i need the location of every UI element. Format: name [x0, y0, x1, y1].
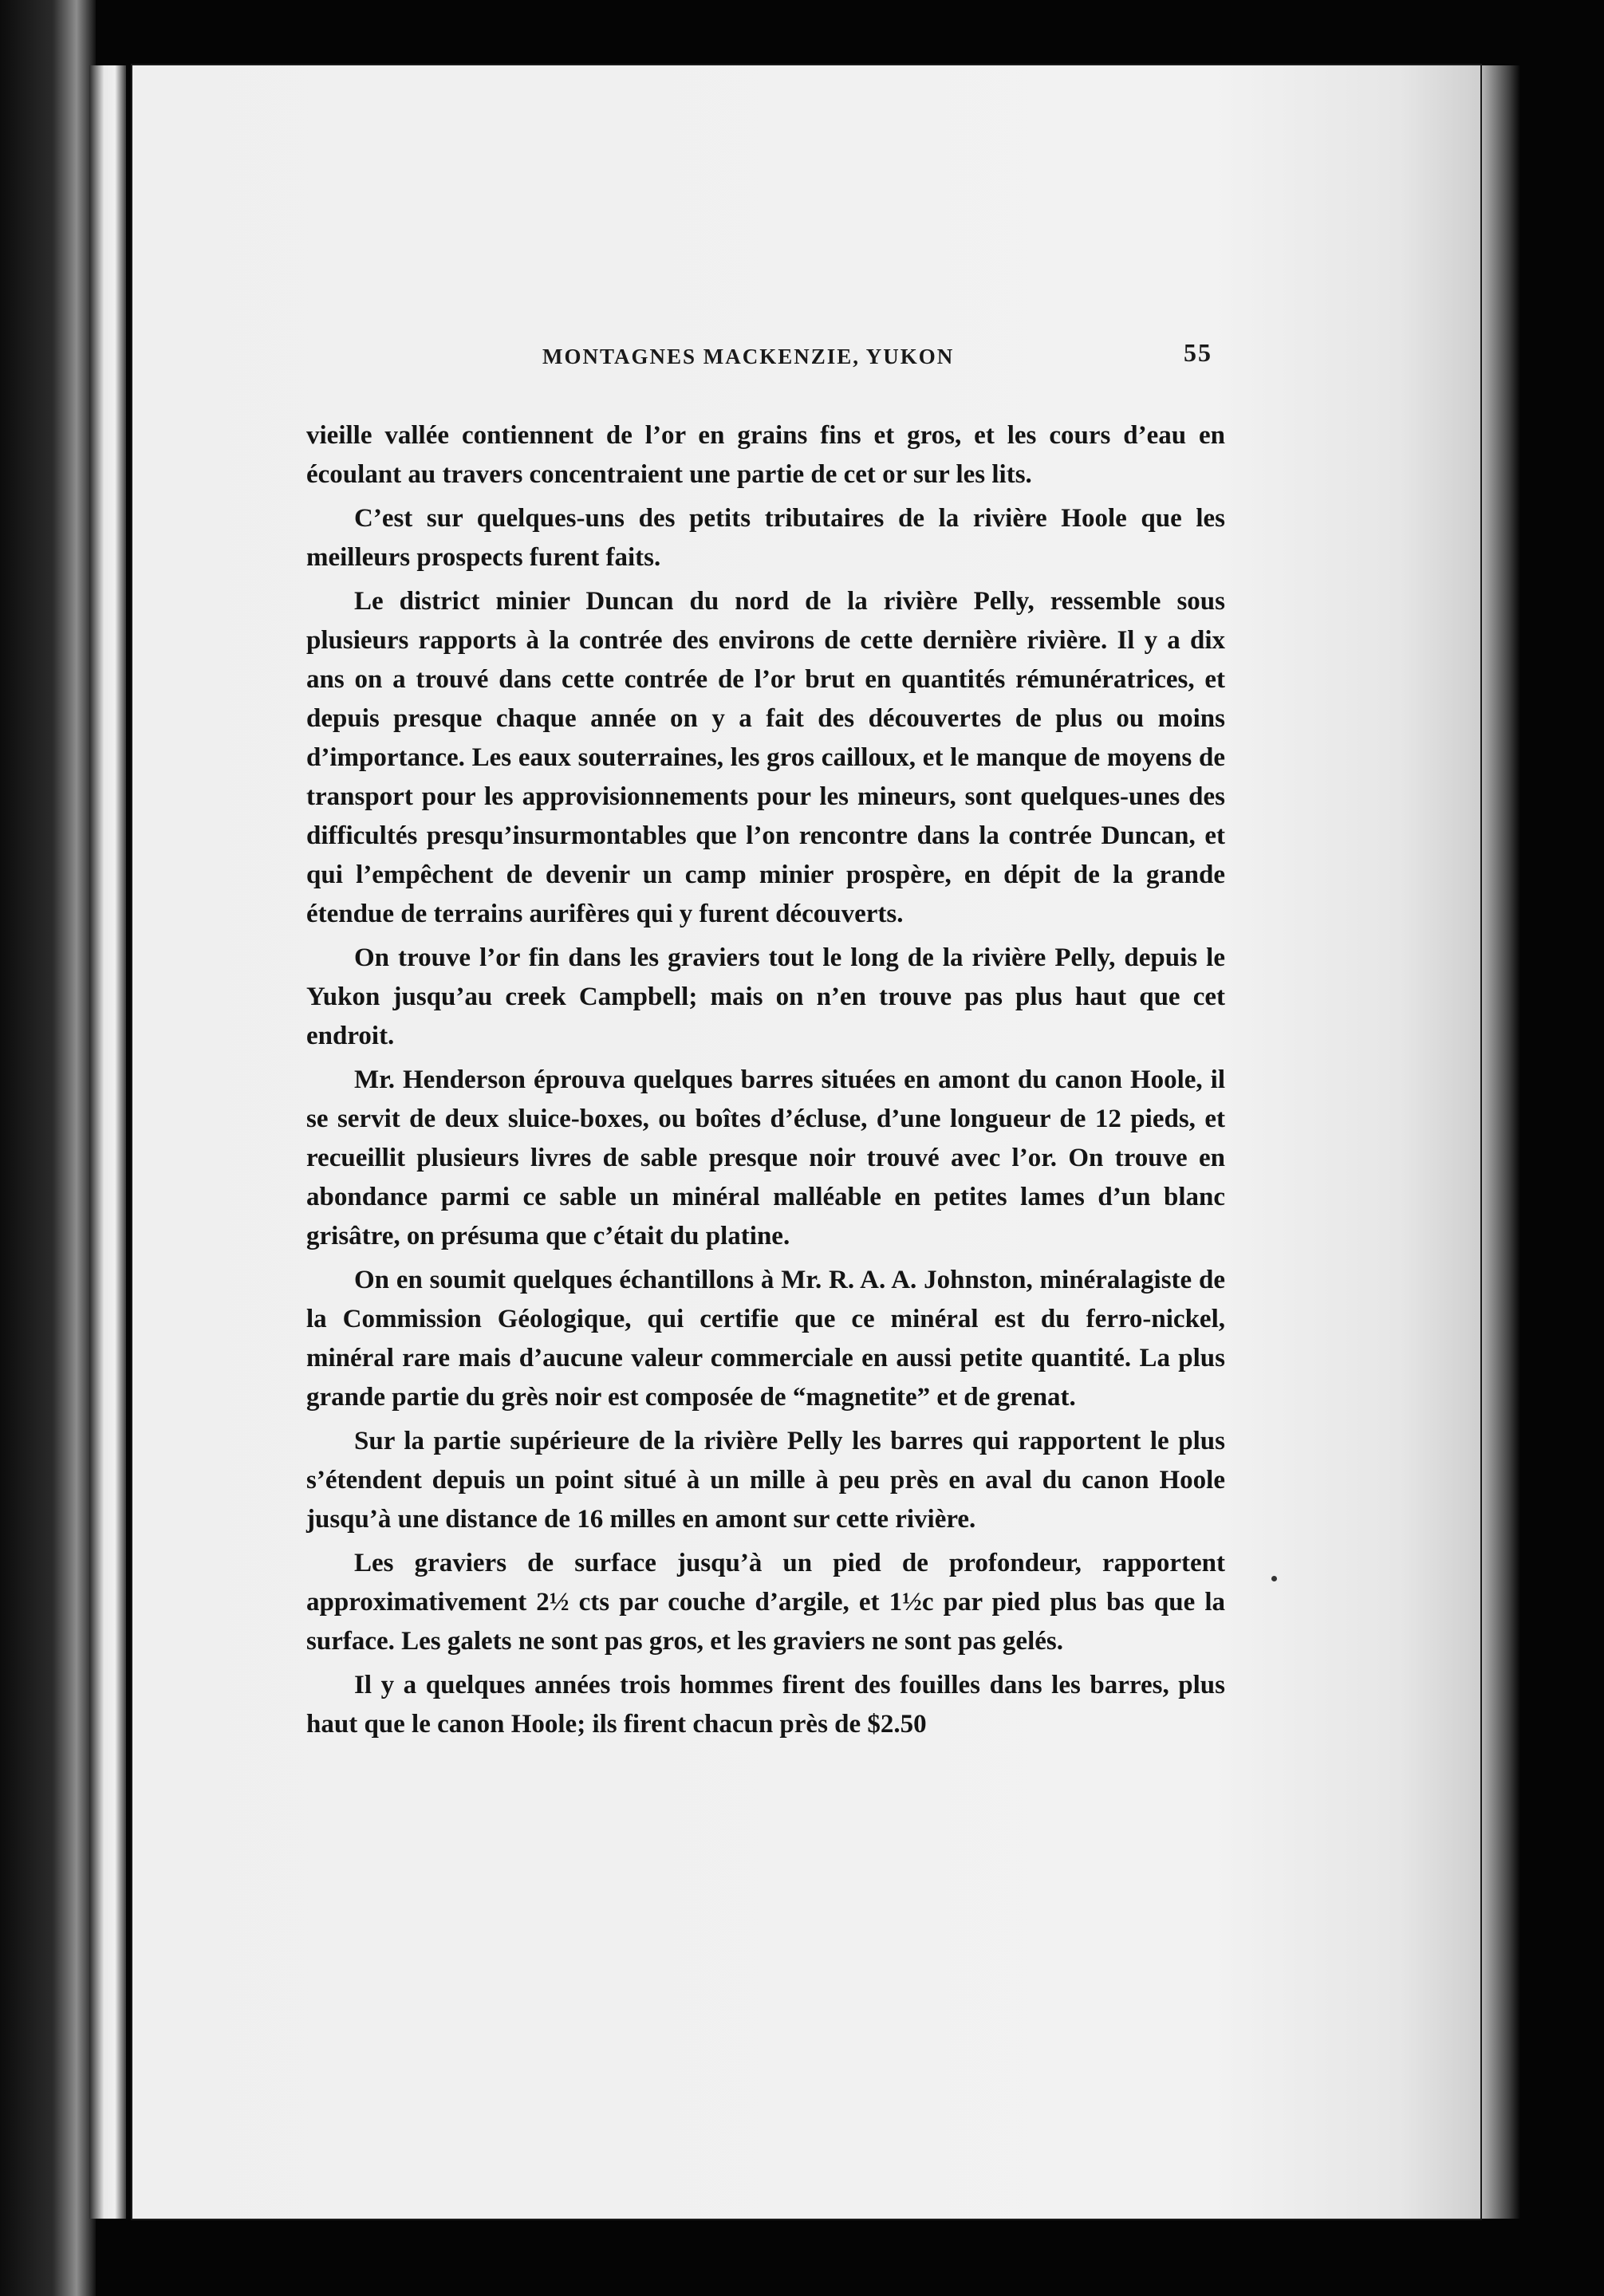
body-text — [306, 416, 1225, 1749]
scan-speck — [1271, 1576, 1277, 1581]
running-title: MONTAGNES MACKENZIE, YUKON — [542, 345, 955, 368]
page-number: 55 — [1184, 338, 1212, 367]
paragraph: Les graviers de surface jusqu’à un pied de profondeur, rapportent approximativement 2½ cts par couche d’argile, et 1½c par pied plus bas que la surface. Les galets ne sont pas gros, et les graviers ne sont pas gelés. — [306, 1549, 1225, 1656]
paragraph: On trouve l’or fin dans les graviers tout le long de la rivière Pelly, depuis le Yukon jusqu’au creek Campbell; mais on n’en trouve pas plus haut que cet endroit. — [306, 943, 1225, 1050]
paragraph: Il y a quelques années trois hommes firent des fouilles dans les barres, plus haut que le canon Hoole; ils firent chacun près de $2.50 — [306, 1671, 1225, 1739]
scan-background-left — [0, 0, 96, 2296]
paragraph: Mr. Henderson éprouva quelques barres situées en amont du canon Hoole, il se servit de deux sluice-boxes, ou boîtes d’écluse, d’une longueur de 12 pieds, et recueillit plusieurs livres de sable presque noir trouvé avec l’or. On trouve en abondance parmi ce sable un minéral malléable en petites lames d’un blanc grisâtre, on présuma que c’était du platine. — [306, 1065, 1225, 1250]
paragraph: Sur la partie supérieure de la rivière Pelly les barres qui rapportent le plus s’étendent depuis un point situé à un mille à peu près en aval du canon Hoole jusqu’à une distance de 16 milles en amont sur cette rivière. — [306, 1427, 1225, 1534]
paragraph: C’est sur quelques-uns des petits tributaires de la rivière Hoole que les meilleurs prospects furent faits. — [306, 504, 1225, 572]
facing-page-edge — [89, 65, 126, 2219]
paragraph: Le district minier Duncan du nord de la rivière Pelly, ressemble sous plusieurs rapports à la contrée des environs de cette dernière rivière. Il y a dix ans on a trouvé dans cette contrée de l’or brut en quantités rémunératrices, et depuis presque chaque année on y a fait des découvertes de plus ou moins d’importance. Les eaux souterraines, les gros cailloux, et le manque de moyens de transport pour les approvisionnements pour les mineurs, sont quelques-unes des difficultés presqu’insurmontables que l’on rencontre dans la contrée Duncan, et qui l’empêchent de devenir un camp minier prospère, en dépit de la grande étendue de terrains aurifères qui y furent découverts. — [306, 587, 1225, 928]
page-edge-shadow — [1480, 65, 1520, 2219]
paragraph-continuation: vieille vallée contiennent de l’or en grains fins et gros, et les cours d’eau en écoulant au travers concentraient une partie de cet or sur les lits. — [306, 421, 1225, 489]
paragraph: On en soumit quelques échantillons à Mr. R. A. A. Johnston, minéralagiste de la Commission Géologique, qui certifie que ce minéral est du ferro-nickel, minéral rare mais d’aucune valeur commerciale en aussi petite quantité. La plus grande partie du grès noir est composée de “magnetite” et de grenat. — [306, 1266, 1225, 1412]
